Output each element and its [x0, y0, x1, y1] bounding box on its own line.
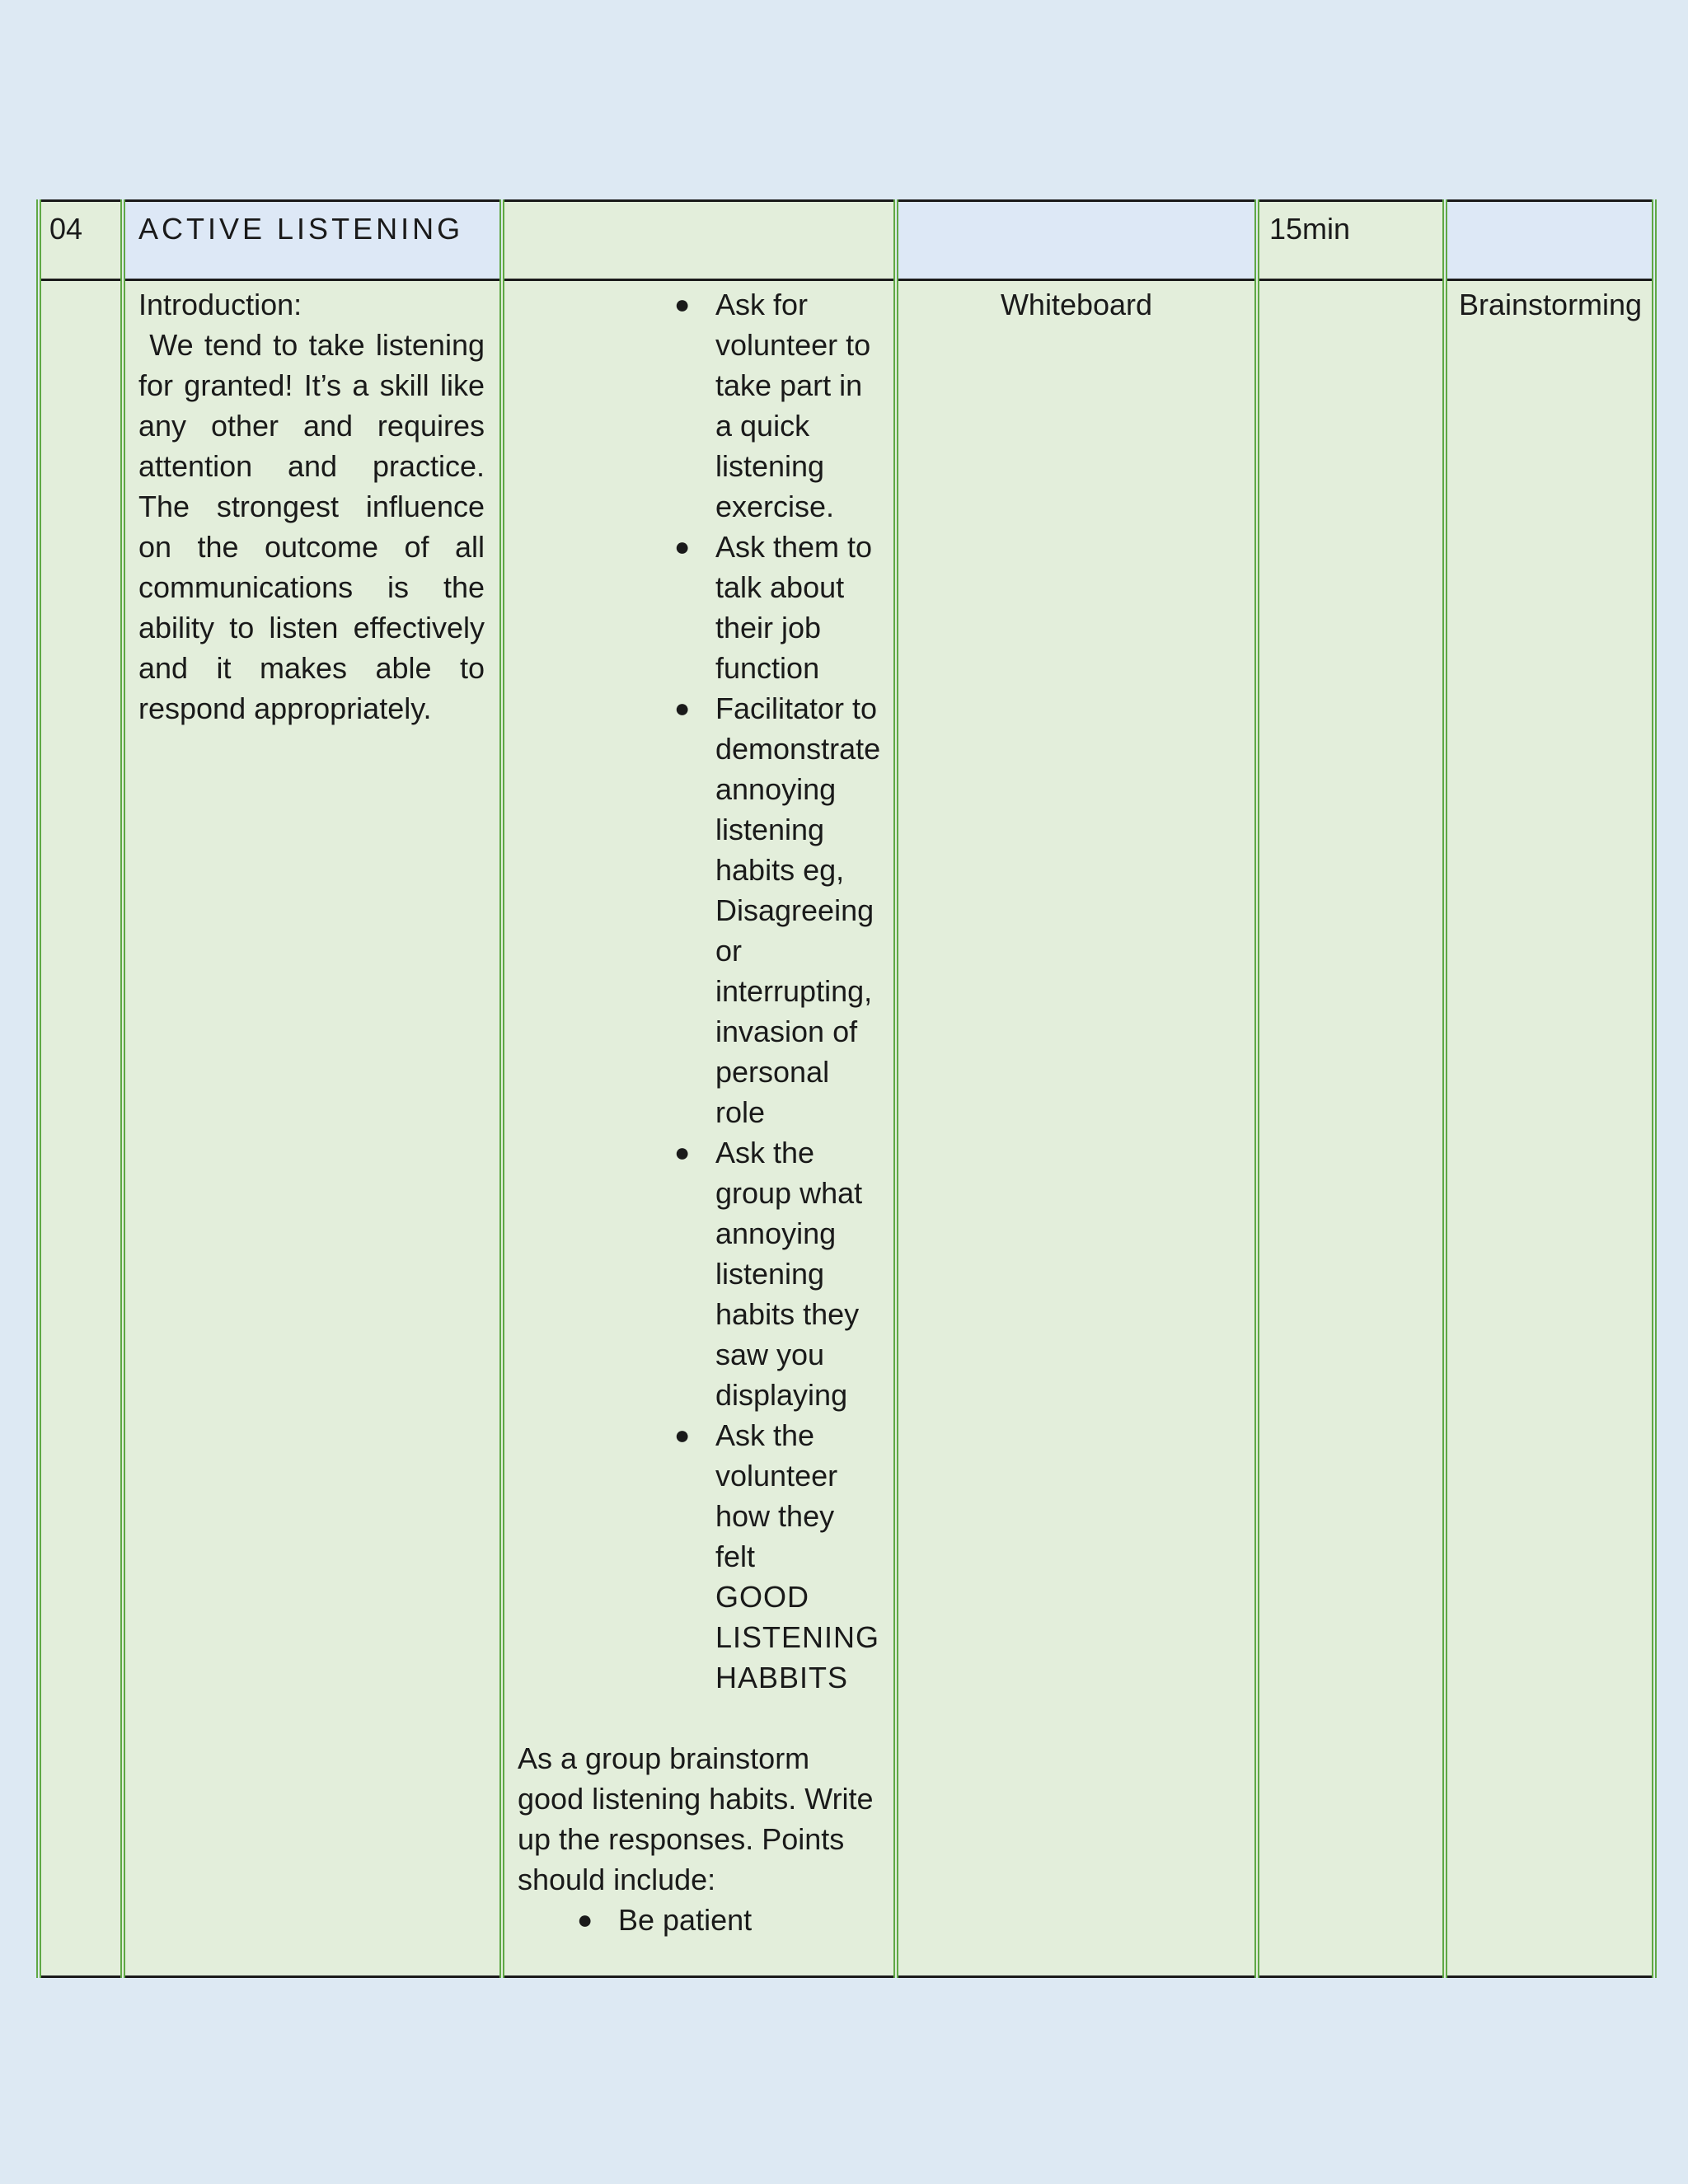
session-content-row: [39, 280, 1654, 1977]
introduction-cell: [123, 280, 502, 1977]
points-list: [518, 1900, 882, 1940]
session-duration: 15min: [1257, 201, 1445, 280]
resource-cell: Whiteboard: [896, 280, 1257, 1977]
bullet-icon: ●: [674, 1420, 691, 1450]
list-item: ● Ask them to talk about their job function: [715, 527, 882, 688]
bullet-icon: ●: [577, 1905, 593, 1934]
activities-cell: [502, 280, 896, 1977]
list-item: ● Facilitator to demonstrate annoying listening habits eg, Disagreeing or interrupting, invasion of personal role: [715, 688, 882, 1132]
content-empty-number: [39, 280, 123, 1977]
session-title: ACTIVE LISTENING: [123, 201, 502, 280]
session-number: 04: [39, 201, 123, 280]
list-item: ● Ask the volunteer how they felt: [715, 1415, 882, 1577]
bullet-icon: ●: [674, 532, 691, 561]
method-cell: Brainstorming: [1445, 280, 1654, 1977]
content-empty-duration: [1257, 280, 1445, 1977]
header-empty-resource: [896, 201, 1257, 280]
lesson-plan-table: [36, 199, 1657, 1978]
activity-list: [518, 284, 882, 1577]
introduction-heading: Introduction:: [138, 288, 302, 321]
bullet-icon: ●: [674, 693, 691, 723]
list-item: ● Ask the group what annoying listening habits they saw you displaying: [715, 1132, 882, 1415]
header-empty-activity: [502, 201, 896, 280]
bullet-icon: ●: [674, 289, 691, 319]
header-empty-method: [1445, 201, 1654, 280]
group-instruction: As a group brainstorm good listening habits. Write up the responses. Points should include:: [518, 1741, 874, 1896]
session-header-row: [39, 201, 1654, 280]
introduction-body: We tend to take listening for granted! It’s a skill like any other and requires attention and practice. The strongest influence on the outcome of all communications is the ability to listen effectively and it makes able to respond appropriately.: [138, 328, 485, 725]
bullet-icon: ●: [674, 1137, 691, 1167]
list-item: ● Ask for volunteer to take part in a quick listening exercise.: [715, 284, 882, 527]
good-habits-heading: GOOD LISTENING HABBITS: [715, 1580, 880, 1694]
list-item: ● Be patient: [618, 1900, 882, 1940]
